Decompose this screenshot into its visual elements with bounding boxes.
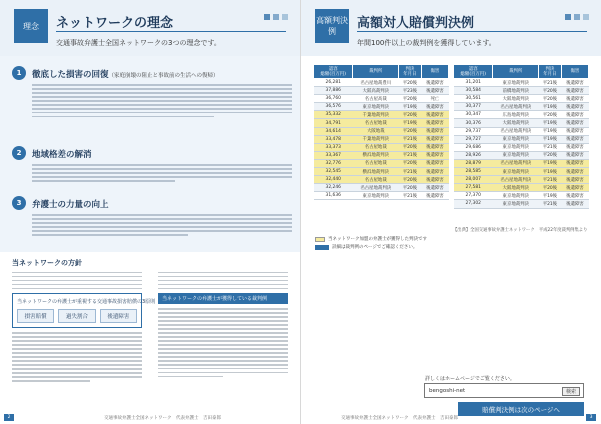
cell-date: 平19後 [539,119,562,127]
table-row [314,79,449,87]
cell-court: 名古屋地裁豊川 [353,79,399,87]
cell-date: 平20後 [399,95,422,103]
cell-date: 平20後 [399,176,422,184]
cell-injury: 死亡 [421,95,448,103]
right-page [300,0,600,424]
cell-court: 東京地裁判決 [493,143,539,151]
col-header-court: 裁判所 [353,65,399,79]
col-header-date: 判決 年月日 [399,65,422,79]
chip-damages: 損害賠償 [17,309,54,323]
cell-amount: 27,581 [454,184,493,192]
cell-injury: 後遺障害 [561,111,588,119]
cell-amount: 28,585 [454,168,493,176]
cell-amount: 37,886 [314,87,353,95]
cell-date: 平21後 [539,176,562,184]
cell-amount: 29,686 [454,143,493,151]
cell-amount: 32,440 [314,176,353,184]
table-row [314,176,449,184]
cell-amount: 32,776 [314,159,353,167]
cell-date: 平19後 [399,103,422,111]
cell-amount: 27,370 [454,192,493,200]
cell-court: 東京地裁判決 [493,151,539,159]
table-row [454,176,589,184]
title-rule [357,31,587,32]
cell-amount: 30,561 [454,95,493,103]
cell-court: 横浜地裁判決 [353,151,399,159]
principles-box [12,293,156,328]
cell-injury: 後遺障害 [561,103,588,111]
table-row [454,111,589,119]
chip-disability: 後遺障害 [100,309,137,323]
table-row [454,95,589,103]
table-row [454,87,589,95]
table-row [314,151,449,159]
cell-injury: 後遺障害 [421,159,448,167]
cell-injury: 後遺障害 [561,143,588,151]
cell-court: 名古屋高裁 [353,95,399,103]
cell-injury: 後遺障害 [561,192,588,200]
table-row [454,79,589,87]
link-swatch [315,245,329,250]
cell-amount: 36,760 [314,95,353,103]
cell-court: 広島地裁判決 [493,111,539,119]
cell-court: 名古屋地裁判決 [353,184,399,192]
right-header [301,0,601,56]
cell-court: 千葉地裁判決 [353,135,399,143]
cell-injury: 後遺障害 [421,184,448,192]
cell-injury: 後遺障害 [561,176,588,184]
cell-court: 横浜地裁判決 [353,168,399,176]
cell-date: 平20後 [399,143,422,151]
page-footer: 交通事故弁護士全国ネットワーク 代表弁護士 吉田泰郎 [104,416,221,421]
cell-injury: 後遺障害 [421,127,448,135]
cell-date: 平21後 [399,168,422,176]
table-row [454,151,589,159]
page-number: 2 [4,414,14,421]
page-title: ネットワークの理念 [56,16,174,31]
highlight-swatch [315,237,325,242]
cell-injury: 後遺障害 [561,135,588,143]
cell-amount: 29,737 [454,127,493,135]
table-legend [315,236,427,242]
table-row [454,168,589,176]
cell-injury: 後遺障害 [421,192,448,200]
page-title: 高額対人賠償判決例 [357,16,475,31]
cell-court: 名古屋地裁 [353,119,399,127]
table-row [454,119,589,127]
table-row [454,103,589,111]
cell-amount: 26,281 [314,79,353,87]
table-source-note: 【出典】全国交通事故弁護士ネットワーク 平成22年度裁判例集より [453,228,588,233]
cell-injury: 後遺障害 [561,168,588,176]
title-rule [56,31,286,32]
cell-date: 平20後 [399,159,422,167]
cell-amount: 36,576 [314,103,353,111]
table-row [314,111,449,119]
cell-court: 大阪地裁判決 [493,119,539,127]
cell-court: 名古屋地裁判決 [493,159,539,167]
cell-date: 平20後 [399,127,422,135]
table-row [314,184,449,192]
col-header-injury: 傷害 [421,65,448,79]
table-row [314,159,449,167]
cell-injury: 後遺障害 [421,135,448,143]
cell-date: 平20後 [399,79,422,87]
principle-number: 2 [12,146,26,160]
page-subtitle: 交通事故弁護士全国ネットワークの3つの理念です。 [56,39,221,47]
cell-amount: 27,302 [454,200,493,208]
cell-amount: 32,246 [314,184,353,192]
table-row [454,143,589,151]
cell-court: 名古屋地裁判決 [493,103,539,111]
col-header-amount: 認容 総額(百万円) [454,65,493,79]
decorative-squares [565,14,589,20]
cell-amount: 30,377 [454,103,493,111]
cell-date: 平19後 [539,168,562,176]
cell-injury: 後遺障害 [421,111,448,119]
policy-heading: 当ネットワークの方針 [12,259,82,267]
next-page-banner[interactable]: 賠償判決例は次のページへ [458,402,584,416]
search-input[interactable]: bengoshi-net [429,388,466,394]
principle-body [32,164,292,184]
cell-court: 名古屋地裁判決 [493,176,539,184]
legend-text-2: 詳細は裁判例のページでご確認ください。 [332,245,418,250]
cell-injury: 後遺障害 [421,168,448,176]
cell-date: 平19後 [539,159,562,167]
cell-amount: 28,879 [454,159,493,167]
judgment-table-right [453,64,589,209]
col-header-court: 裁判所 [493,65,539,79]
page-number: 3 [586,414,596,421]
table-row [314,119,449,127]
site-search-box[interactable] [424,376,584,398]
table-row [454,135,589,143]
principle-number: 3 [12,196,26,210]
cell-court: 名古屋地裁判決 [493,127,539,135]
cell-date: 平19後 [539,103,562,111]
cell-amount: 35,332 [314,111,353,119]
page-subtitle: 年間100件以上の裁判例を獲得しています。 [357,39,496,47]
col-header-amount: 認容 総額(百万円) [314,65,353,79]
left-header [0,0,300,56]
cell-injury: 後遺障害 [561,79,588,87]
cell-date: 平20後 [539,95,562,103]
table-row [454,192,589,200]
cell-injury: 後遺障害 [421,176,448,184]
cell-court: 大阪地裁判決 [493,184,539,192]
policy-column-2 [158,272,288,380]
cell-date: 平21後 [399,151,422,159]
table-row [454,200,589,208]
decorative-squares [264,14,288,20]
case-callout: 当ネットワークの弁護士が獲得している裁判例 [158,293,288,304]
cell-court: 東京地裁判決 [353,192,399,200]
cell-amount: 31,201 [454,79,493,87]
page-footer: 交通事故弁護士全国ネットワーク 代表弁護士 吉田泰郎 [341,416,458,421]
left-page [0,0,300,424]
principle-number: 1 [12,66,26,80]
cell-injury: 後遺障害 [561,119,588,127]
table-row [454,159,589,167]
table-row [454,127,589,135]
cell-amount: 33,367 [314,151,353,159]
cell-amount: 34,614 [314,127,353,135]
cell-date: 平19後 [539,135,562,143]
cell-date: 平21後 [539,79,562,87]
cell-amount: 32,545 [314,168,353,176]
cell-court: 大阪高裁判決 [353,87,399,95]
cell-court: 東京地裁判決 [493,192,539,200]
legend-text-1: 当ネットワーク加盟の弁護士が獲得した判決です [328,237,427,242]
cell-injury: 後遺障害 [561,95,588,103]
cell-court: 大阪地裁 [353,127,399,135]
cell-amount: 29,727 [454,135,493,143]
cell-court: 名古屋地裁 [353,159,399,167]
principles-box-title: 当ネットワークの弁護士が重視する交通事故損害賠償の3原則 [17,299,156,306]
cell-date: 平20後 [539,151,562,159]
cell-injury: 後遺障害 [561,87,588,95]
table-row [314,87,449,95]
cell-date: 平21後 [539,143,562,151]
table-row [314,143,449,151]
cell-court: 名古屋地裁 [353,176,399,184]
cell-date: 平20後 [539,111,562,119]
cell-date: 平19後 [539,127,562,135]
table-row [314,127,449,135]
cell-injury: 後遺障害 [561,184,588,192]
table-row [314,135,449,143]
cell-date: 平19後 [539,192,562,200]
cell-injury: 後遺障害 [561,127,588,135]
cell-date: 平21後 [539,200,562,208]
cell-court: 名古屋地裁 [353,143,399,151]
table-row [314,103,449,111]
table-row [454,184,589,192]
search-label: 詳しくはホームページでご覧ください。 [425,376,515,382]
cell-amount: 33,373 [314,143,353,151]
cell-court: 大阪地裁判決 [493,95,539,103]
cell-injury: 後遺障害 [421,79,448,87]
cell-court: 東京地裁判決 [493,168,539,176]
judgment-table-left [313,64,449,200]
table-legend-2 [315,244,417,250]
principle-heading: 地域格差の解消 [32,150,92,160]
cell-date: 平23後 [399,87,422,95]
table-row [314,192,449,200]
cell-date: 平20後 [539,87,562,95]
cell-injury: 後遺障害 [421,151,448,159]
cell-amount: 30,584 [454,87,493,95]
cell-amount: 34,791 [314,119,353,127]
cell-court: 東京地裁判決 [493,135,539,143]
cell-court: 東京地裁判決 [493,79,539,87]
principle-body [32,214,292,238]
cell-injury: 後遺障害 [421,119,448,127]
cell-court: 東京地裁判決 [493,200,539,208]
cell-date: 平21後 [399,192,422,200]
cell-injury: 後遺障害 [561,159,588,167]
cell-date: 平20後 [399,184,422,192]
chip-fault-ratio: 過失割合 [58,309,95,323]
cell-date: 平20後 [399,111,422,119]
cell-injury: 後遺障害 [421,103,448,111]
col-header-injury: 傷害 [561,65,588,79]
cell-date: 平20後 [539,184,562,192]
cell-amount: 28,007 [454,176,493,184]
section-tag: 理念 [14,9,48,43]
cell-amount: 33,478 [314,135,353,143]
cell-date: 平19後 [399,119,422,127]
cell-amount: 28,926 [454,151,493,159]
cell-amount: 30,347 [454,111,493,119]
cell-amount: 31,636 [314,192,353,200]
policy-column-1 [12,272,156,384]
cell-injury: 後遺障害 [421,87,448,95]
cell-amount: 30,376 [454,119,493,127]
cell-injury: 後遺障害 [421,143,448,151]
principles-panel [0,56,300,252]
col-header-date: 判決 年月日 [539,65,562,79]
table-row [314,95,449,103]
section-tag: 高額判決例 [315,9,349,43]
principle-heading: 徹底した損害の回復（家庭崩壊の阻止と事故前の生活への復帰） [32,70,219,80]
search-button[interactable]: 検索 [562,387,580,396]
cell-injury: 後遺障害 [561,151,588,159]
table-row [314,168,449,176]
principle-body [32,84,292,120]
principle-heading: 弁護士の力量の向上 [32,200,109,210]
cell-court: 千葉地裁判決 [353,111,399,119]
cell-date: 平21後 [399,135,422,143]
cell-injury: 後遺障害 [561,200,588,208]
cell-court: 前橋地裁判決 [493,87,539,95]
cell-court: 東京地裁判決 [353,103,399,111]
